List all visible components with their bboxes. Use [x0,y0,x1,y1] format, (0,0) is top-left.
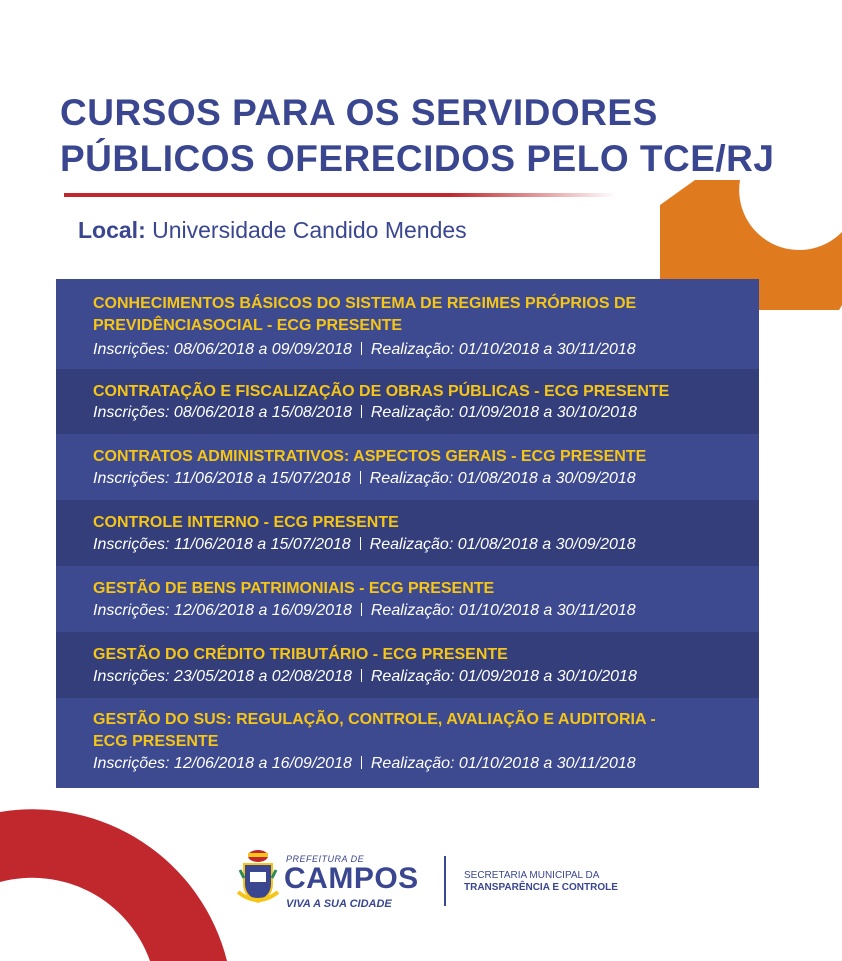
course-row [56,566,759,632]
course-title [93,293,729,337]
course-title-line: GESTÃO DE BENS PATRIMONIAIS - ECG PRESENTE [93,580,495,597]
course-title-line: CONTRATAÇÃO E FISCALIZAÇÃO DE OBRAS PÚBLICAS - ECG PRESENTE [93,383,670,400]
course-row [56,500,759,566]
slogan-part2: SUA CIDADE [323,898,392,910]
course-title-line: GESTÃO DO CRÉDITO TRIBUTÁRIO - ECG PRESENTE [93,646,508,663]
course-dates [93,535,636,555]
realizacao-dates: Realização: 01/09/2018 a 30/10/2018 [370,404,637,421]
course-row [56,279,759,369]
inscricoes-dates: Inscrições: 11/06/2018 a 15/07/2018 [93,470,351,487]
course-dates [93,667,637,687]
inscricoes-dates: Inscrições: 11/06/2018 a 15/07/2018 [93,536,351,553]
page-title [60,90,820,182]
course-row [56,698,759,788]
course-row [56,434,759,500]
courses-panel [56,279,759,788]
separator [361,342,362,355]
course-title-line: CONTRATOS ADMINISTRATIVOS: ASPECTOS GERAIS - ECG PRESENTE [93,448,647,465]
course-title-line: CONHECIMENTOS BÁSICOS DO SISTEMA DE REGIMES PRÓPRIOS DE [93,295,637,312]
realizacao-dates: Realização: 01/09/2018 a 30/10/2018 [370,668,637,685]
inscricoes-dates: Inscrições: 23/05/2018 a 02/08/2018 [93,668,352,685]
course-dates [93,403,637,423]
course-title-line: PREVIDÊNCIASOCIAL - ECG PRESENTE [93,317,403,334]
course-row [56,632,759,698]
secretaria-line1: SECRETARIA MUNICIPAL DA [464,870,600,881]
location [78,217,467,244]
inscricoes-dates: Inscrições: 12/06/2018 a 16/09/2018 [93,755,352,772]
slogan-part1: VIVA A [286,898,324,910]
course-title [93,446,729,468]
realizacao-dates: Realização: 01/10/2018 a 30/11/2018 [370,755,636,772]
inscricoes-dates: Inscrições: 12/06/2018 a 16/09/2018 [93,602,352,619]
city-name: CAMPOS [284,862,419,895]
location-label: Local: [78,217,146,243]
title-line-1: CURSOS PARA OS SERVIDORES [60,92,658,133]
course-title-line: GESTÃO DO SUS: REGULAÇÃO, CONTROLE, AVALIAÇÃO E AUDITORIA - [93,711,656,728]
course-dates [93,469,636,489]
footer-divider [444,856,446,906]
course-title [93,578,729,600]
realizacao-dates: Realização: 01/10/2018 a 30/11/2018 [370,341,636,358]
slogan [286,898,392,910]
separator [360,537,361,550]
title-line-2: PÚBLICOS OFERECIDOS PELO TCE/RJ [60,138,775,179]
location-value: Universidade Candido Mendes [152,217,467,243]
course-title-line: CONTROLE INTERNO - ECG PRESENTE [93,514,399,531]
course-title [93,512,729,534]
course-title [93,644,729,666]
separator [361,405,362,418]
footer-logo [236,846,656,916]
city-crest-icon [236,848,280,908]
course-row [56,369,759,434]
course-title [93,709,729,753]
secretaria-line2: TRANSPARÊNCIA E CONTROLE [464,882,618,893]
course-title [93,381,729,403]
realizacao-dates: Realização: 01/08/2018 a 30/09/2018 [369,470,636,487]
course-dates [93,340,636,360]
separator [360,471,361,484]
prefeitura-label: PREFEITURA DE [286,854,365,864]
inscricoes-dates: Inscrições: 08/06/2018 a 09/09/2018 [93,341,352,358]
course-title-line: ECG PRESENTE [93,733,219,750]
course-dates [93,601,636,621]
red-arc-decoration [0,770,230,961]
realizacao-dates: Realização: 01/10/2018 a 30/11/2018 [370,602,636,619]
realizacao-dates: Realização: 01/08/2018 a 30/09/2018 [369,536,636,553]
separator [361,756,362,769]
separator [361,669,362,682]
separator [361,603,362,616]
title-underline [64,193,616,197]
course-dates [93,754,636,774]
inscricoes-dates: Inscrições: 08/06/2018 a 15/08/2018 [93,404,352,421]
